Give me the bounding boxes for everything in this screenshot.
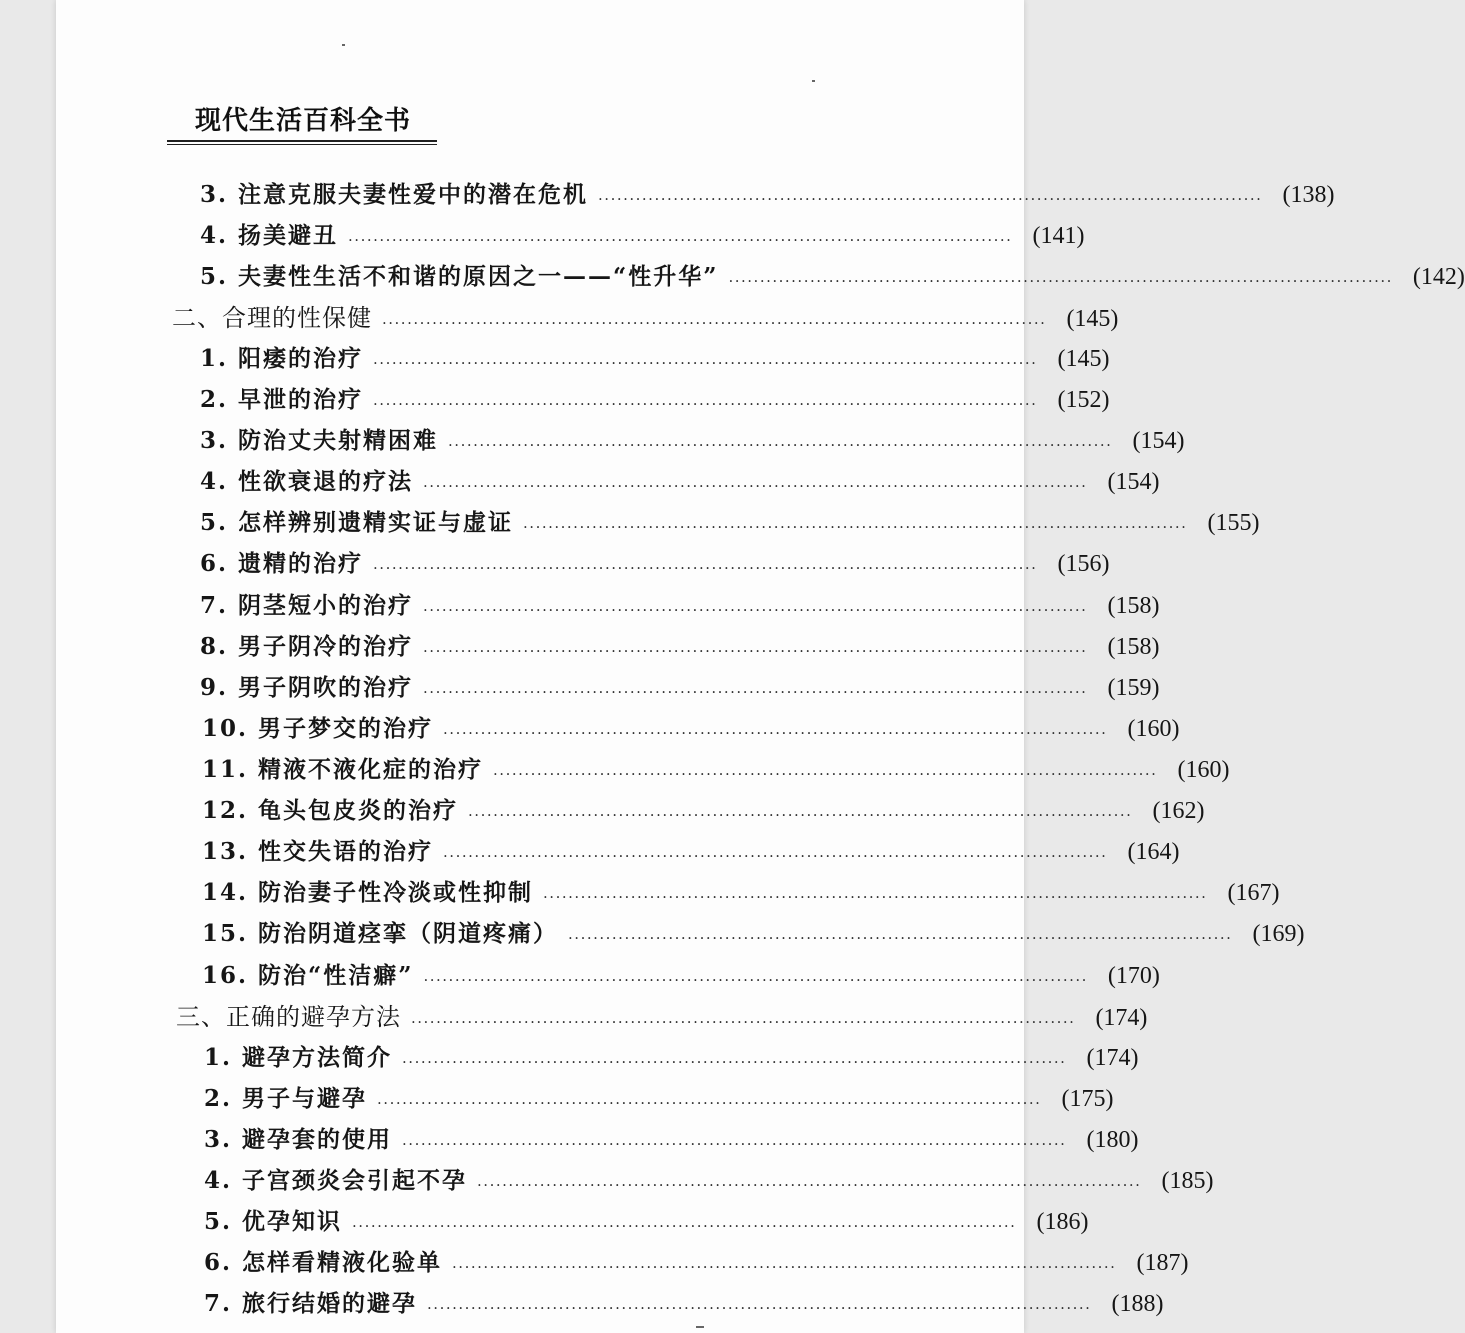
dot-leader: .......................................................................................................... bbox=[523, 514, 1188, 532]
toc-section bbox=[176, 999, 1148, 1038]
entry-page: (145) bbox=[1066, 306, 1119, 332]
entry-page: (174) bbox=[1095, 1005, 1148, 1031]
toc-entry bbox=[202, 875, 1280, 913]
entry-page: (167) bbox=[1227, 880, 1280, 906]
dot-leader: .......................................................................................................... bbox=[402, 1049, 1067, 1067]
entry-page: (186) bbox=[1036, 1209, 1089, 1235]
dot-leader: .......................................................................................................... bbox=[373, 350, 1038, 368]
entry-title: 14. 防治妻子性冷淡或性抑制 bbox=[202, 879, 534, 906]
dot-leader: .......................................................................................................... bbox=[402, 1131, 1067, 1149]
entry-title: 7. 旅行结婚的避孕 bbox=[204, 1290, 418, 1317]
entry-title: 1. 避孕方法简介 bbox=[204, 1044, 393, 1071]
dot-leader: .......................................................................................................... bbox=[352, 1213, 1017, 1231]
dot-leader: .......................................................................................................... bbox=[382, 310, 1047, 328]
toc-entry bbox=[204, 1122, 1139, 1160]
toc-entry bbox=[202, 916, 1305, 954]
entry-page: (145) bbox=[1057, 346, 1110, 372]
dot-leader: .......................................................................................................... bbox=[443, 720, 1108, 738]
entry-page: (158) bbox=[1107, 634, 1160, 660]
entry-title: 6. 怎样看精液化验单 bbox=[204, 1249, 443, 1276]
dot-leader: .......................................................................................................... bbox=[568, 925, 1233, 943]
entry-page: (160) bbox=[1127, 716, 1180, 742]
toc-entry bbox=[202, 752, 1230, 790]
entry-title: 4. 扬美避丑 bbox=[200, 222, 339, 249]
entry-title: 3. 避孕套的使用 bbox=[204, 1126, 393, 1153]
entry-title: 15. 防治阴道痉挛（阴道疼痛） bbox=[202, 920, 559, 947]
toc-entry bbox=[200, 177, 1335, 215]
entry-title: 2. 早泄的治疗 bbox=[200, 386, 364, 413]
toc-entry bbox=[204, 1286, 1164, 1324]
entry-page: (170) bbox=[1107, 963, 1160, 989]
toc-entry bbox=[200, 259, 1465, 297]
entry-title: 4. 性欲衰退的疗法 bbox=[200, 468, 414, 495]
entry-title: 16. 防治“性洁癖” bbox=[202, 962, 414, 989]
entry-page: (138) bbox=[1282, 182, 1335, 208]
entry-page: (155) bbox=[1207, 510, 1260, 536]
dot-leader: .......................................................................................................... bbox=[348, 227, 1013, 245]
toc-entry bbox=[202, 711, 1180, 749]
toc-entry bbox=[200, 588, 1160, 626]
dot-leader: .......................................................................................................... bbox=[423, 473, 1088, 491]
entry-title: 7. 阴茎短小的治疗 bbox=[200, 592, 414, 619]
entry-page: (162) bbox=[1152, 798, 1205, 824]
entry-page: (180) bbox=[1086, 1127, 1139, 1153]
toc-entry bbox=[202, 793, 1205, 831]
toc-entry bbox=[200, 218, 1085, 256]
entry-page: (185) bbox=[1161, 1168, 1214, 1194]
toc-entry bbox=[204, 1245, 1189, 1283]
entry-title: 13. 性交失语的治疗 bbox=[202, 838, 434, 865]
dot-leader: .......................................................................................................... bbox=[427, 1295, 1092, 1313]
toc-entry bbox=[200, 670, 1160, 708]
dot-leader: .......................................................................................................... bbox=[728, 268, 1393, 286]
entry-page: (164) bbox=[1127, 839, 1180, 865]
dot-leader: .......................................................................................................... bbox=[543, 884, 1208, 902]
entry-page: (158) bbox=[1107, 593, 1160, 619]
entry-page: (159) bbox=[1107, 675, 1160, 701]
section-title: 二、合理的性保健 bbox=[172, 304, 372, 332]
dot-leader: .......................................................................................................... bbox=[423, 967, 1088, 985]
document-page bbox=[56, 0, 1465, 1333]
entry-page: (187) bbox=[1136, 1250, 1189, 1276]
entry-title: 1. 阳痿的治疗 bbox=[200, 345, 364, 372]
entry-title: 10. 男子梦交的治疗 bbox=[202, 715, 434, 742]
toc-entry bbox=[204, 1163, 1214, 1201]
dot-leader: .......................................................................................................... bbox=[448, 432, 1113, 450]
dot-leader: .......................................................................................................... bbox=[423, 679, 1088, 697]
entry-page: (169) bbox=[1252, 921, 1305, 947]
scan-speck bbox=[342, 44, 345, 46]
toc-entry bbox=[200, 464, 1160, 502]
entry-title: 2. 男子与避孕 bbox=[204, 1085, 368, 1112]
entry-title: 5. 优孕知识 bbox=[204, 1208, 343, 1235]
entry-title: 11. 精液不液化症的治疗 bbox=[202, 756, 484, 783]
entry-title: 3. 注意克服夫妻性爱中的潜在危机 bbox=[200, 181, 589, 208]
entry-page: (152) bbox=[1057, 387, 1110, 413]
toc-entry bbox=[200, 423, 1185, 461]
toc-entry bbox=[202, 834, 1180, 872]
entry-page: (160) bbox=[1177, 757, 1230, 783]
entry-title: 5. 夫妻性生活不和谐的原因之一——“性升华” bbox=[200, 263, 719, 290]
entry-page: (188) bbox=[1111, 1291, 1164, 1317]
dot-leader: .......................................................................................................... bbox=[493, 761, 1158, 779]
entry-page: (156) bbox=[1057, 551, 1110, 577]
entry-page: (142) bbox=[1412, 264, 1465, 290]
dot-leader: .......................................................................................................... bbox=[468, 802, 1133, 820]
toc-entry bbox=[202, 958, 1160, 996]
entry-page: (175) bbox=[1061, 1086, 1114, 1112]
table-of-contents bbox=[56, 0, 1465, 1333]
toc-entry bbox=[200, 546, 1110, 584]
entry-title: 9. 男子阴吹的治疗 bbox=[200, 674, 414, 701]
toc-entry bbox=[204, 1040, 1139, 1078]
dot-leader: .......................................................................................................... bbox=[598, 186, 1263, 204]
entry-title: 8. 男子阴冷的治疗 bbox=[200, 633, 414, 660]
toc-entry bbox=[200, 341, 1110, 379]
dot-leader: .......................................................................................................... bbox=[373, 555, 1038, 573]
dot-leader: .......................................................................................................... bbox=[452, 1254, 1117, 1272]
entry-title: 6. 遗精的治疗 bbox=[200, 550, 364, 577]
dot-leader: .......................................................................................................... bbox=[443, 843, 1108, 861]
dot-leader: .......................................................................................................... bbox=[373, 391, 1038, 409]
toc-entry bbox=[200, 505, 1260, 543]
scan-speck bbox=[812, 80, 815, 82]
entry-page: (141) bbox=[1032, 223, 1085, 249]
dot-leader: .......................................................................................................... bbox=[477, 1172, 1142, 1190]
scan-speck bbox=[696, 1326, 704, 1328]
section-title: 三、正确的避孕方法 bbox=[176, 1003, 401, 1031]
toc-entry bbox=[200, 382, 1110, 420]
dot-leader: .......................................................................................................... bbox=[423, 597, 1088, 615]
entry-page: (154) bbox=[1132, 428, 1185, 454]
dot-leader: .......................................................................................................... bbox=[411, 1009, 1076, 1027]
dot-leader: .......................................................................................................... bbox=[377, 1090, 1042, 1108]
dot-leader: .......................................................................................................... bbox=[423, 638, 1088, 656]
entry-title: 3. 防治丈夫射精困难 bbox=[200, 427, 439, 454]
toc-section bbox=[172, 300, 1119, 339]
toc-entry bbox=[204, 1081, 1114, 1119]
entry-title: 12. 龟头包皮炎的治疗 bbox=[202, 797, 459, 824]
entry-page: (174) bbox=[1086, 1045, 1139, 1071]
entry-page: (154) bbox=[1107, 469, 1160, 495]
book-title: 现代生活百科全书 bbox=[195, 106, 412, 136]
entry-title: 4. 子宫颈炎会引起不孕 bbox=[204, 1167, 468, 1194]
toc-entry bbox=[200, 629, 1160, 667]
toc-entry bbox=[204, 1204, 1089, 1242]
entry-title: 5. 怎样辨别遗精实证与虚证 bbox=[200, 509, 514, 536]
